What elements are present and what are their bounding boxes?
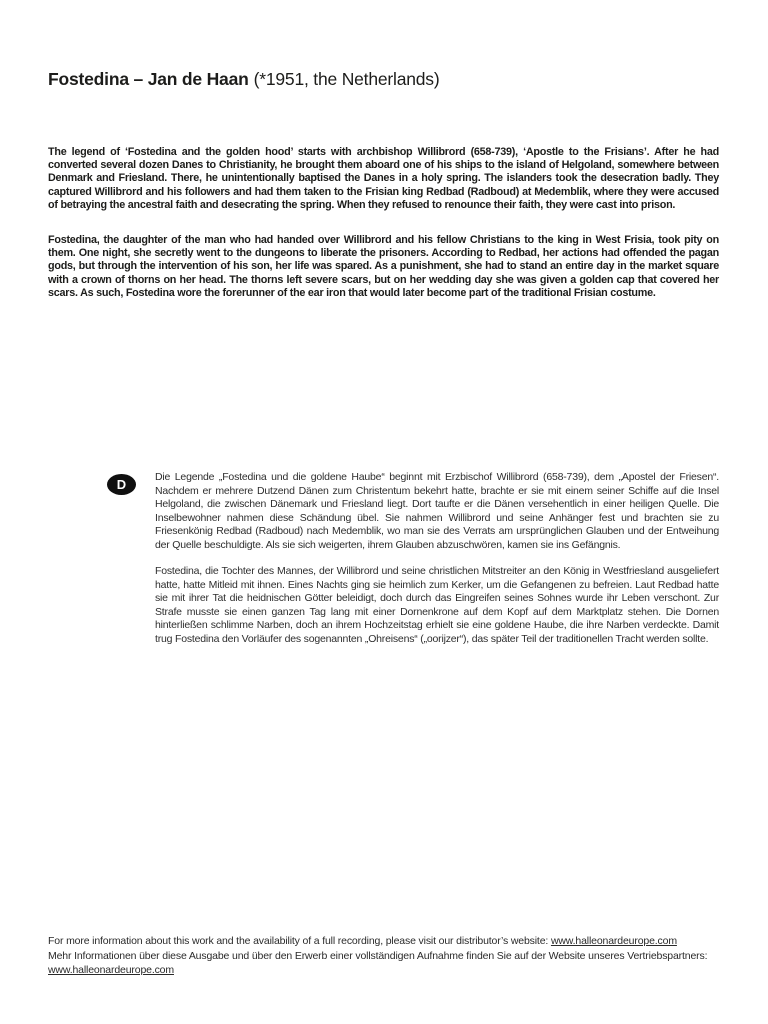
footer [48,934,719,978]
german-description-section [48,471,719,646]
composer-birth-details: (*1951, the Netherlands) [253,68,440,89]
page-title [48,69,439,90]
german-language-badge: D [107,474,136,495]
german-paragraph-2: Fostedina, die Tochter des Mannes, der Willibrord und seine christlichen Mitstreiter an den König in Westfriesland ausgeliefert hatte, hatte Mitleid mit ihnen. Eines Nachts ging sie heimlich zum Kerker, um die Gefangenen zu befreien. Laut Redbad hatte sie mit ihrer Tat die heidnischen Götter beleidigt, doch durch das Eingreifen seines Sohnes wurde ihr Leben verschont. Zur Strafe musste sie einen ganzen Tag lang mit einer Dornenkrone auf dem Kopf auf dem Marktplatz stehen. Die Dornen hinterließen schlimme Narben, doch an ihrem Hochzeitstag erhielt sie eine goldene Haube, die ihre Narben verdeckte. Damit trug Fostedina den Vorläufer des sogenannten „Ohreisens“ („oorijzer“), das später Teil der traditionellen Tracht werden sollte. [155,565,719,645]
footer-english-text: For more information about this work and the availability of a full recording, please visit our distributor’s website: [48,935,551,947]
german-text-column [155,471,719,646]
distributor-website-link-de[interactable]: www.halleonardeurope.com [48,964,174,977]
footer-german-text: Mehr Informationen über diese Ausgabe und über den Erwerb einer vollständigen Aufnahme finden Sie auf der Website unseres Vertriebspartners: [48,949,708,962]
english-description-section [48,146,719,300]
english-paragraph-1: The legend of ‘Fostedina and the golden hood’ starts with archbishop Willibrord (658-739), ‘Apostle to the Frisians’. After he had converted several dozen Danes to Christianity, he brought them aboard one of his ships to the island of Helgoland, somewhere between Denmark and Friesland. There, he unintentionally baptised the Danes in a holy spring. The islanders took the desecration badly. They captured Willibrord and his followers and had them taken to the Frisian king Redbad (Radboud) at Medemblik, where they were accused of betraying the ancestral faith and desecrating the spring. When they refused to renounce their faith, they were cast into prison. [48,146,719,211]
work-and-composer-title: Fostedina – Jan de Haan [48,68,249,89]
distributor-website-link-en[interactable]: www.halleonardeurope.com [550,935,677,947]
english-paragraph-2: Fostedina, the daughter of the man who had handed over Willibrord and his fellow Christians to the king in West Frisia, took pity on them. One night, she secretly went to the dungeons to liberate the prisoners. According to Redbad, her actions had offended the pagan gods, but through the intervention of his son, her life was spared. As a punishment, she had to stand an entire day in the market square with a crown of thorns on her head. The thorns left severe scars, but on her wedding day she was given a golden cap that covered her scars. As such, Fostedina wore the forerunner of the ear iron that would later become part of the traditional Frisian costume. [48,234,719,299]
footer-english-line [48,934,719,949]
german-paragraph-1: Die Legende „Fostedina und die goldene Haube“ beginnt mit Erzbischof Willibrord (658-739), dem „Apostel der Friesen“. Nachdem er mehrere Dutzend Dänen zum Christentum bekehrt hatte, brachte er sie mit einem seiner Schiffe auf die Insel Helgoland, die zwischen Dänemark und Friesland liegt. Dort taufte er die Dänen versehentlich in einer heiligen Quelle. Die Inselbewohner nahmen diese Schändung übel. Sie nahmen Willibrord und seine Anhänger fest und brachten sie zu Friesenkönig Redbad (Radboud) nach Medemblik, wo man sie des Verrats am ursprünglichen Glauben und der Entweihung der Quelle beschuldigte. Als sie sich weigerten, ihrem Glauben abzuschwören, kamen sie ins Gefängnis. [155,471,719,551]
footer-german-line [48,949,719,964]
footer-german-link-line [48,963,719,978]
